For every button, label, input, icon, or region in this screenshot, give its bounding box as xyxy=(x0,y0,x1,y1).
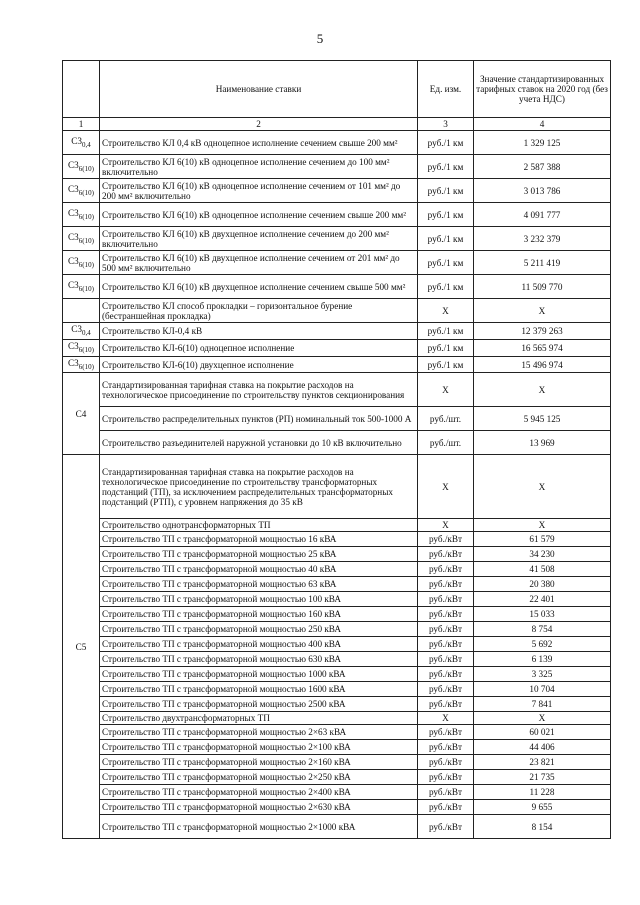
rate-unit: руб./кВт xyxy=(418,755,474,770)
group-code-c5: С5 xyxy=(63,455,100,839)
rate-name: Строительство КЛ 6(10) кВ двухцепное исполнение сечением до 200 мм² включительно xyxy=(100,227,418,251)
rate-unit: Х xyxy=(418,299,474,323)
rate-name: Строительство разъединителей наружной установки до 10 кВ включительно xyxy=(100,431,418,455)
table-row xyxy=(63,356,611,373)
rate-value: 5 211 419 xyxy=(474,251,611,275)
rate-name: Строительство ТП с трансформаторной мощностью 2×630 кВА xyxy=(100,800,418,815)
rate-unit: руб./кВт xyxy=(418,800,474,815)
rate-name: Строительство ТП с трансформаторной мощностью 630 кВА xyxy=(100,652,418,667)
table-row xyxy=(63,800,611,815)
rate-code: $С3_{6(10)}$ xyxy=(63,227,100,251)
rate-code: $С3_{6(10)}$ xyxy=(63,203,100,227)
rate-name: Строительство ТП с трансформаторной мощностью 63 кВА xyxy=(100,577,418,592)
rate-name: Строительство ТП с трансформаторной мощностью 2×1000 кВА xyxy=(100,815,418,839)
table-row xyxy=(63,740,611,755)
table-row xyxy=(63,203,611,227)
rate-name: Строительство ТП с трансформаторной мощностью 25 кВА xyxy=(100,547,418,562)
rate-name: Строительство ТП с трансформаторной мощностью 100 кВА xyxy=(100,592,418,607)
rate-name: Строительство ТП с трансформаторной мощностью 2×250 кВА xyxy=(100,770,418,785)
column-number: 4 xyxy=(474,118,611,131)
rate-value: 9 655 xyxy=(474,800,611,815)
table-row xyxy=(63,251,611,275)
rate-name: Строительство ТП с трансформаторной мощностью 400 кВА xyxy=(100,637,418,652)
rate-value: 61 579 xyxy=(474,532,611,547)
rate-unit: руб./кВт xyxy=(418,607,474,622)
rate-value: Х xyxy=(474,519,611,532)
table-row xyxy=(63,373,611,407)
rate-code: $С3_{0,4}$ xyxy=(63,323,100,340)
rate-value: 4 091 777 xyxy=(474,203,611,227)
header-row xyxy=(63,61,611,118)
rate-value: 7 841 xyxy=(474,697,611,712)
rate-unit: руб./кВт xyxy=(418,652,474,667)
table-row xyxy=(63,339,611,356)
rate-value: 1 329 125 xyxy=(474,131,611,155)
rate-unit: Х xyxy=(418,373,474,407)
column-numbers-row xyxy=(63,118,611,131)
rate-value: 21 735 xyxy=(474,770,611,785)
rate-unit: руб./кВт xyxy=(418,740,474,755)
rate-name: Строительство КЛ-6(10) одноцепное исполнение xyxy=(100,339,418,356)
group-code-c4: С4 xyxy=(63,373,100,455)
rate-value: 34 230 xyxy=(474,547,611,562)
rate-value: 2 587 388 xyxy=(474,155,611,179)
rate-unit: руб./1 км xyxy=(418,356,474,373)
header-code-cell xyxy=(63,61,100,118)
rate-value: 13 969 xyxy=(474,431,611,455)
table-row xyxy=(63,725,611,740)
rate-code: $С3_{6(10)}$ xyxy=(63,251,100,275)
rate-section-title: Стандартизированная тарифная ставка на покрытие расходов на технологическое присоединение по строительству трансформаторных подстанций (ТП), за исключением распределительных трансформаторных подстанций (РТП), с уровнем напряжения до 35 кВ xyxy=(100,455,418,519)
rate-unit: руб./кВт xyxy=(418,532,474,547)
rate-value: Х xyxy=(474,455,611,519)
table-row xyxy=(63,592,611,607)
rate-unit: руб./кВт xyxy=(418,697,474,712)
rate-name: Строительство КЛ 6(10) кВ одноцепное исполнение сечением до 100 мм² включительно xyxy=(100,155,418,179)
page-number: 5 xyxy=(316,31,324,46)
table-row xyxy=(63,532,611,547)
rate-unit: руб./1 км xyxy=(418,203,474,227)
rate-unit: руб./кВт xyxy=(418,562,474,577)
rate-name: Строительство КЛ 6(10) кВ одноцепное исполнение сечением свыше 200 мм² xyxy=(100,203,418,227)
table-row xyxy=(63,407,611,431)
rate-name: Строительство ТП с трансформаторной мощностью 1600 кВА xyxy=(100,682,418,697)
rate-name: Строительство ТП с трансформаторной мощностью 250 кВА xyxy=(100,622,418,637)
rate-name: Строительство КЛ 6(10) кВ одноцепное исполнение сечением от 101 мм² до 200 мм² включительно xyxy=(100,179,418,203)
rate-name: Строительство ТП с трансформаторной мощностью 2×160 кВА xyxy=(100,755,418,770)
rate-value: 8 754 xyxy=(474,622,611,637)
table-row xyxy=(63,770,611,785)
column-number: 1 xyxy=(63,118,100,131)
table-row xyxy=(63,431,611,455)
rate-unit: руб./кВт xyxy=(418,637,474,652)
table-row xyxy=(63,179,611,203)
table-row xyxy=(63,712,611,725)
rate-name: Строительство ТП с трансформаторной мощностью 2500 кВА xyxy=(100,697,418,712)
rate-value: 15 496 974 xyxy=(474,356,611,373)
rate-value: 60 021 xyxy=(474,725,611,740)
table-row xyxy=(63,299,611,323)
rate-code: $С3_{6(10)}$ xyxy=(63,356,100,373)
table-row xyxy=(63,785,611,800)
rate-name: Строительство КЛ 0,4 кВ одноцепное исполнение сечением свыше 200 мм² xyxy=(100,131,418,155)
rate-value: 22 401 xyxy=(474,592,611,607)
rate-code: $С3_{6(10)}$ xyxy=(63,339,100,356)
table-row xyxy=(63,652,611,667)
rate-unit: руб./1 км xyxy=(418,275,474,299)
table-row xyxy=(63,815,611,839)
table-row xyxy=(63,455,611,519)
table-row xyxy=(63,131,611,155)
table-row xyxy=(63,547,611,562)
rate-name: Строительство КЛ 6(10) кВ двухцепное исполнение сечением свыше 500 мм² xyxy=(100,275,418,299)
table-row xyxy=(63,697,611,712)
rate-code: $С3_{0,4}$ xyxy=(63,131,100,155)
tariff-table xyxy=(62,60,611,839)
column-number: 3 xyxy=(418,118,474,131)
rate-value: Х xyxy=(474,712,611,725)
rate-section-title: Строительство КЛ способ прокладки – горизонтальное бурение (бестраншейная прокладка) xyxy=(100,299,418,323)
rate-value: Х xyxy=(474,373,611,407)
rate-unit: руб./кВт xyxy=(418,682,474,697)
rate-value: 8 154 xyxy=(474,815,611,839)
rate-name: Строительство ТП с трансформаторной мощностью 16 кВА xyxy=(100,532,418,547)
rate-unit: руб./1 км xyxy=(418,339,474,356)
column-number: 2 xyxy=(100,118,418,131)
rate-unit: руб./кВт xyxy=(418,770,474,785)
table-row xyxy=(63,622,611,637)
table-row xyxy=(63,519,611,532)
rate-value: 44 406 xyxy=(474,740,611,755)
rate-name: Строительство КЛ-0,4 кВ xyxy=(100,323,418,340)
rate-name: Строительство ТП с трансформаторной мощностью 160 кВА xyxy=(100,607,418,622)
rate-unit: руб./шт. xyxy=(418,407,474,431)
rate-section-title: Строительство двухтрансформаторных ТП xyxy=(100,712,418,725)
rate-unit: руб./кВт xyxy=(418,725,474,740)
rate-value: 16 565 974 xyxy=(474,339,611,356)
rate-code: $С3_{6(10)}$ xyxy=(63,275,100,299)
rate-unit: руб./1 км xyxy=(418,227,474,251)
rate-name: Строительство распределительных пунктов (РП) номинальный ток 500-1000 А xyxy=(100,407,418,431)
rate-unit: руб./кВт xyxy=(418,815,474,839)
rate-value: 41 508 xyxy=(474,562,611,577)
rate-value: 5 692 xyxy=(474,637,611,652)
table-row xyxy=(63,577,611,592)
rate-value: 11 228 xyxy=(474,785,611,800)
rate-name: Строительство КЛ 6(10) кВ двухцепное исполнение сечением от 201 мм² до 500 мм² включительно xyxy=(100,251,418,275)
table-row xyxy=(63,667,611,682)
rate-unit: руб./кВт xyxy=(418,592,474,607)
rate-name: Строительство ТП с трансформаторной мощностью 2×100 кВА xyxy=(100,740,418,755)
rate-name: Строительство ТП с трансформаторной мощностью 1000 кВА xyxy=(100,667,418,682)
rate-value: Х xyxy=(474,299,611,323)
table-row xyxy=(63,562,611,577)
table-row xyxy=(63,155,611,179)
rate-unit: Х xyxy=(418,455,474,519)
rate-unit: руб./кВт xyxy=(418,785,474,800)
table-row xyxy=(63,227,611,251)
table-row xyxy=(63,682,611,697)
rate-unit: Х xyxy=(418,712,474,725)
rate-unit: руб./кВт xyxy=(418,622,474,637)
rate-section-title: Стандартизированная тарифная ставка на покрытие расходов на технологическое присоединение по строительству пунктов секционирования xyxy=(100,373,418,407)
rate-unit: руб./1 км xyxy=(418,323,474,340)
rate-value: 12 379 263 xyxy=(474,323,611,340)
header-value: Значение стандартизированных тарифных ставок на 2020 год (без учета НДС) xyxy=(474,61,611,118)
rate-value: 11 509 770 xyxy=(474,275,611,299)
rate-unit: руб./кВт xyxy=(418,667,474,682)
rate-value: 5 945 125 xyxy=(474,407,611,431)
rate-unit: Х xyxy=(418,519,474,532)
rate-unit: руб./1 км xyxy=(418,155,474,179)
table-row xyxy=(63,607,611,622)
table-row xyxy=(63,323,611,340)
rate-name: Строительство КЛ-6(10) двухцепное исполнение xyxy=(100,356,418,373)
rate-name: Строительство ТП с трансформаторной мощностью 40 кВА xyxy=(100,562,418,577)
rate-unit: руб./1 км xyxy=(418,131,474,155)
rate-unit: руб./кВт xyxy=(418,577,474,592)
rate-code xyxy=(63,299,100,323)
rate-value: 3 325 xyxy=(474,667,611,682)
rate-section-title: Строительство однотрансформаторных ТП xyxy=(100,519,418,532)
rate-value: 6 139 xyxy=(474,652,611,667)
rate-value: 23 821 xyxy=(474,755,611,770)
rate-value: 3 013 786 xyxy=(474,179,611,203)
header-name: Наименование ставки xyxy=(100,61,418,118)
header-unit: Ед. изм. xyxy=(418,61,474,118)
rate-unit: руб./1 км xyxy=(418,251,474,275)
rate-code: $С3_{6(10)}$ xyxy=(63,155,100,179)
rate-value: 10 704 xyxy=(474,682,611,697)
rate-name: Строительство ТП с трансформаторной мощностью 2×400 кВА xyxy=(100,785,418,800)
rate-unit: руб./шт. xyxy=(418,431,474,455)
rate-value: 3 232 379 xyxy=(474,227,611,251)
table-row xyxy=(63,637,611,652)
rate-unit: руб./1 км xyxy=(418,179,474,203)
rate-code: $С3_{6(10)}$ xyxy=(63,179,100,203)
table-row xyxy=(63,275,611,299)
rate-name: Строительство ТП с трансформаторной мощностью 2×63 кВА xyxy=(100,725,418,740)
table-row xyxy=(63,755,611,770)
rate-value: 20 380 xyxy=(474,577,611,592)
rate-value: 15 033 xyxy=(474,607,611,622)
rate-unit: руб./кВт xyxy=(418,547,474,562)
